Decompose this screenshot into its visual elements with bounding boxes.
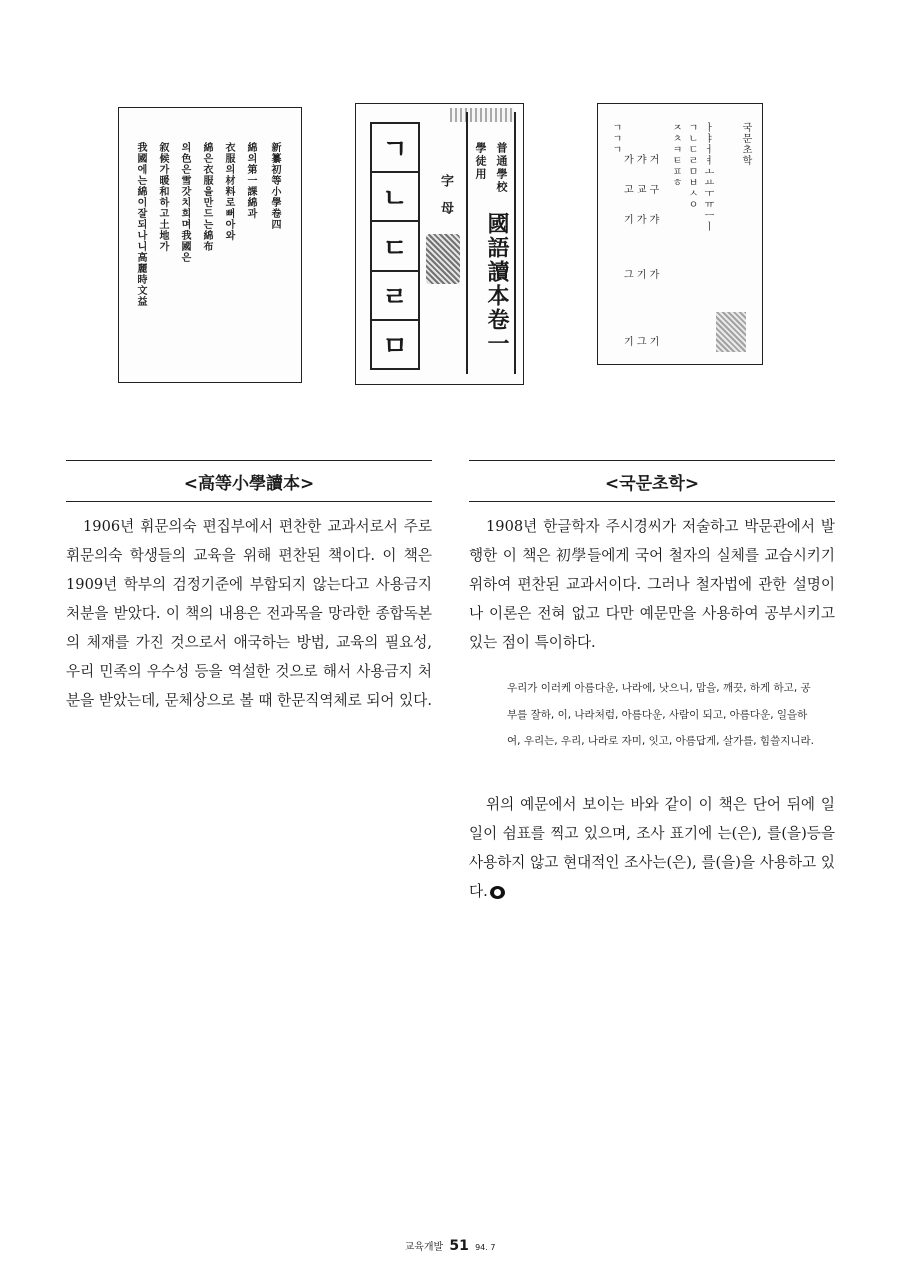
section-body-right-conclusion — [469, 790, 835, 906]
section-heading-right: <국문초학> — [469, 460, 835, 502]
text-column: 의色은雪갓치희며我國은 — [179, 142, 190, 263]
textbook-image-middle — [355, 103, 524, 385]
section-heading-left: <高等小學讀本> — [66, 460, 432, 502]
book-title-vertical: 국문초학 — [740, 122, 751, 166]
jamo-cell: ㄴ — [372, 173, 418, 222]
jamo-cell: ㄹ — [372, 272, 418, 321]
consonant-column: ㅈㅊㅋㅌㅍㅎ — [670, 122, 681, 188]
jamo-cell: ㅁ — [382, 331, 408, 362]
syllable-row: 가 갸 거 — [624, 155, 660, 166]
magazine-name: 교육개발 — [404, 1242, 444, 1253]
syllable-row: 고 교 구 — [624, 185, 660, 196]
example-quote: 우리가 이러케 아름다운, 나라에, 낫으니, 맘을, 깨끗, 하게 하고, 공부를 잘하, 이, 나라처럼, 아름다운, 사람이 되고, 아름다운, 일을하여, 우리는, 우리, 나라로 자미, 잇고, 아름답게, 살가를, 힘쓸지니라. — [507, 682, 814, 747]
syllable-row: 기 가 갸 — [624, 215, 660, 226]
text-column: 衣服의材料로뻐아와 — [223, 142, 234, 241]
section-body-right: 1908년 한글학자 주시경씨가 저술하고 박문관에서 발행한 이 책은 初學들에게 국어 철자의 실체를 교습시키기 위하여 편찬된 교과서이다. 그러나 철자법에 관한 설명이나 이론은 전혀 없고 다만 예문만을 사용하여 공부시키고 있는 점이 특이하다. — [469, 518, 835, 651]
syllable-row: 기 그 기 — [624, 337, 660, 348]
library-stamp-icon — [716, 312, 746, 352]
jamo-column: ㄱㄱㄱ — [610, 122, 621, 155]
text-column: 新纂初等小學卷四 — [269, 142, 280, 230]
issue-date: 94. 7 — [475, 1243, 496, 1252]
jamo-cell: ㄱ — [372, 124, 418, 173]
cover-title-box — [466, 112, 516, 374]
school-label: 普通學校 — [495, 142, 508, 194]
jamo-cell: ㄷ — [372, 222, 418, 271]
conclusion-text: 위의 예문에서 보이는 바와 같이 이 책은 단어 뒤에 일일이 쉼표를 찍고 있으며, 조사 표기에 는(은), 를(을)등을 사용하지 않고 현대적인 조사는(은), 를(을)을 사용하고 있다. — [469, 796, 835, 900]
syllable-row: 그 기 가 — [624, 270, 660, 281]
text-column: 叙候가暖和하고土地가 — [157, 142, 168, 252]
consonant-column: ㄱㄴㄷㄹㅁㅂㅅㅇ — [686, 122, 697, 210]
page-number: 51 — [449, 1238, 469, 1254]
book-title: 國語讀本卷一 — [484, 212, 510, 356]
textbook-image-left — [118, 107, 302, 383]
textbook-image-right — [597, 103, 763, 365]
zimu-label: 字母 — [438, 174, 453, 228]
text-column: 綿은衣服을만드는綿布 — [201, 142, 212, 252]
vowel-column: ㅏㅑㅓㅕㅗㅛㅜㅠㅡㅣ — [702, 122, 713, 232]
section-body-left: 1906년 휘문의숙 편집부에서 편찬한 교과서로서 주로 휘문의숙 학생들의 교육을 위해 편찬된 책이다. 이 책은 1909년 학부의 검정기준에 부합되지 않는다고 사용금지 처분을 받았다. 이 책의 내용은 전과목을 망라한 종합독본의 체재를 가진 것으로서 애국하는 방법, 교육의 필요성, 우리 민족의 우수성 등을 역설한 것으로 해서 사용금지 처분을 받았는데, 문체상으로 볼 때 한문직역체로 되어 있다. — [66, 518, 432, 709]
seal-stamp-icon — [426, 234, 460, 284]
student-label: 學徒用 — [474, 142, 487, 181]
end-mark-icon — [490, 886, 505, 899]
jamo-grid — [370, 122, 420, 370]
page-footer — [0, 1238, 900, 1254]
text-column: 我國에는綿이잘되나니高麗時文益 — [135, 142, 146, 307]
text-column: 綿의第一課綿과 — [245, 142, 256, 219]
